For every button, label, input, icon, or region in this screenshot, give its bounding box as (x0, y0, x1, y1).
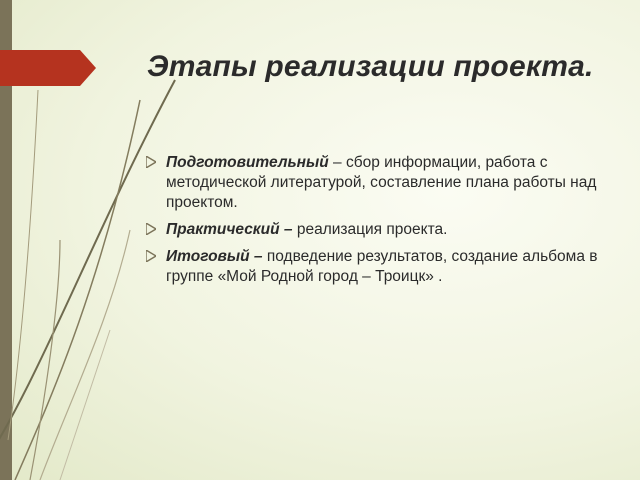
bullet-term: Итоговый – (166, 248, 263, 265)
list-item (146, 247, 606, 287)
bullet-text: подведение результатов, создание альбома в группе «Мой Родной город – Троицк» . (166, 248, 598, 285)
arrow-bullet-icon (146, 156, 156, 168)
list-item (146, 153, 606, 213)
bullet-text: реализация проекта. (296, 221, 448, 238)
bullet-term: Практический – (166, 221, 293, 238)
bullet-text: сбор информации, работа с методической литературой, составление плана работы над проектом. (166, 154, 597, 211)
bullet-list (146, 153, 606, 294)
arrow-bullet-icon (146, 250, 156, 262)
bullet-separator: – (328, 154, 346, 171)
red-arrow-banner (0, 0, 120, 90)
bullet-term: Подготовительный (166, 154, 329, 171)
arrow-bullet-icon (146, 223, 156, 235)
list-item (146, 220, 606, 240)
page-title: Этапы реализации проекта. (147, 50, 594, 83)
